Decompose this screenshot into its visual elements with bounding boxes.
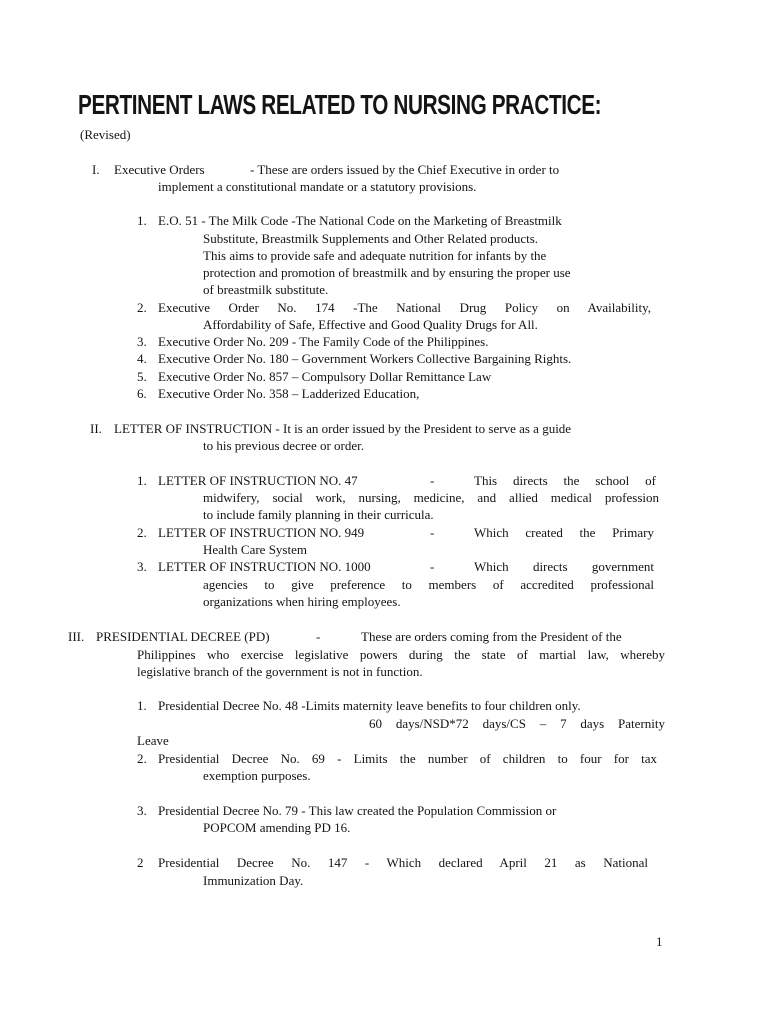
list-item-text: POPCOM amending PD 16. (203, 820, 351, 835)
list-item-text: Health Care System (203, 542, 307, 557)
list-item-dash: - (430, 473, 435, 488)
list-item-number: 2. (137, 300, 147, 315)
list-item-text: 60 days/NSD*72 days/CS – 7 days Paternity (369, 716, 665, 731)
list-item-text: Presidential Decree No. 69 - Limits the number of children to four for tax (158, 751, 657, 766)
list-item-number: 1. (137, 473, 147, 488)
section-heading: PRESIDENTIAL DECREE (PD) (96, 629, 270, 644)
section-description: legislative branch of the government is not in function. (137, 664, 423, 679)
list-item-number: 3. (137, 559, 147, 574)
list-item-label: LETTER OF INSTRUCTION NO. 47 (158, 473, 358, 488)
list-item-text: agencies to give preference to members of accredited professional (203, 577, 654, 592)
list-item-text: Executive Order No. 358 – Ladderized Education, (158, 386, 420, 401)
list-item-number: 4. (137, 351, 147, 366)
list-item-text: Substitute, Breastmilk Supplements and Other Related products. (203, 231, 539, 246)
page-subtitle: (Revised) (80, 127, 131, 142)
list-item-text: of breastmilk substitute. (203, 282, 329, 297)
list-item-text: to include family planning in their curricula. (203, 507, 434, 522)
list-item-text: organizations when hiring employees. (203, 594, 401, 609)
list-item-number: 3. (137, 803, 147, 818)
list-item-dash: - (430, 559, 435, 574)
page-title: PERTINENT LAWS RELATED TO NURSING PRACTICE: (78, 89, 602, 120)
list-item-text: protection and promotion of breastmilk and by ensuring the proper use (203, 265, 571, 280)
list-item-number: 2. (137, 751, 147, 766)
section-description: These are orders coming from the President of the (361, 629, 622, 644)
list-item-text: Presidential Decree No. 147 - Which declared April 21 as National (158, 855, 648, 870)
list-item-number: 1. (137, 213, 147, 228)
list-item-text: Presidential Decree No. 79 - This law created the Population Commission or (158, 803, 557, 818)
section-description: Philippines who exercise legislative powers during the state of martial law, whereby (137, 647, 665, 662)
list-item-number: 5. (137, 369, 147, 384)
list-item-text: Which directs government (474, 559, 654, 574)
section-heading: LETTER OF INSTRUCTION - It is an order issued by the President to serve as a guide (114, 421, 572, 436)
list-item-dash: - (430, 525, 435, 540)
list-item-text: E.O. 51 - The Milk Code -The National Code on the Marketing of Breastmilk (158, 213, 562, 228)
list-item-text: Affordability of Safe, Effective and Good Quality Drugs for All. (203, 317, 538, 332)
list-item-number: 1. (137, 698, 147, 713)
list-item-text: exemption purposes. (203, 768, 311, 783)
list-item-text: Which created the Primary (474, 525, 654, 540)
list-item-text: Presidential Decree No. 48 -Limits maternity leave benefits to four children only. (158, 698, 581, 713)
list-item-number: 2. (137, 525, 147, 540)
list-item-text: Immunization Day. (203, 873, 304, 888)
list-item-number: 6. (137, 386, 147, 401)
section-heading: Executive Orders (114, 162, 205, 177)
section-numeral: III. (68, 629, 85, 644)
list-item-number: 3. (137, 334, 147, 349)
list-item-text: Executive Order No. 209 - The Family Code of the Philippines. (158, 334, 489, 349)
section-numeral: II. (90, 421, 102, 436)
section-description: - These are orders issued by the Chief Executive in order to (250, 162, 560, 177)
page-number: 1 (656, 934, 663, 949)
list-item-text: Executive Order No. 180 – Government Workers Collective Bargaining Rights. (158, 351, 572, 366)
list-item-text: This aims to provide safe and adequate nutrition for infants by the (203, 248, 547, 263)
list-item-label: LETTER OF INSTRUCTION NO. 1000 (158, 559, 371, 574)
list-item-label: LETTER OF INSTRUCTION NO. 949 (158, 525, 365, 540)
list-item-text: Leave (137, 733, 169, 748)
list-item-text: Executive Order No. 857 – Compulsory Dollar Remittance Law (158, 369, 492, 384)
list-item-number: 2 (137, 855, 144, 870)
list-item-text: Executive Order No. 174 -The National Drug Policy on Availability, (158, 300, 651, 315)
section-description: implement a constitutional mandate or a statutory provisions. (158, 179, 477, 194)
section-numeral: I. (92, 162, 100, 177)
list-item-text: midwifery, social work, nursing, medicine, and allied medical profession (203, 490, 659, 505)
section-heading: to his previous decree or order. (203, 438, 365, 453)
section-dash: - (316, 629, 321, 644)
list-item-text: This directs the school of (474, 473, 656, 488)
